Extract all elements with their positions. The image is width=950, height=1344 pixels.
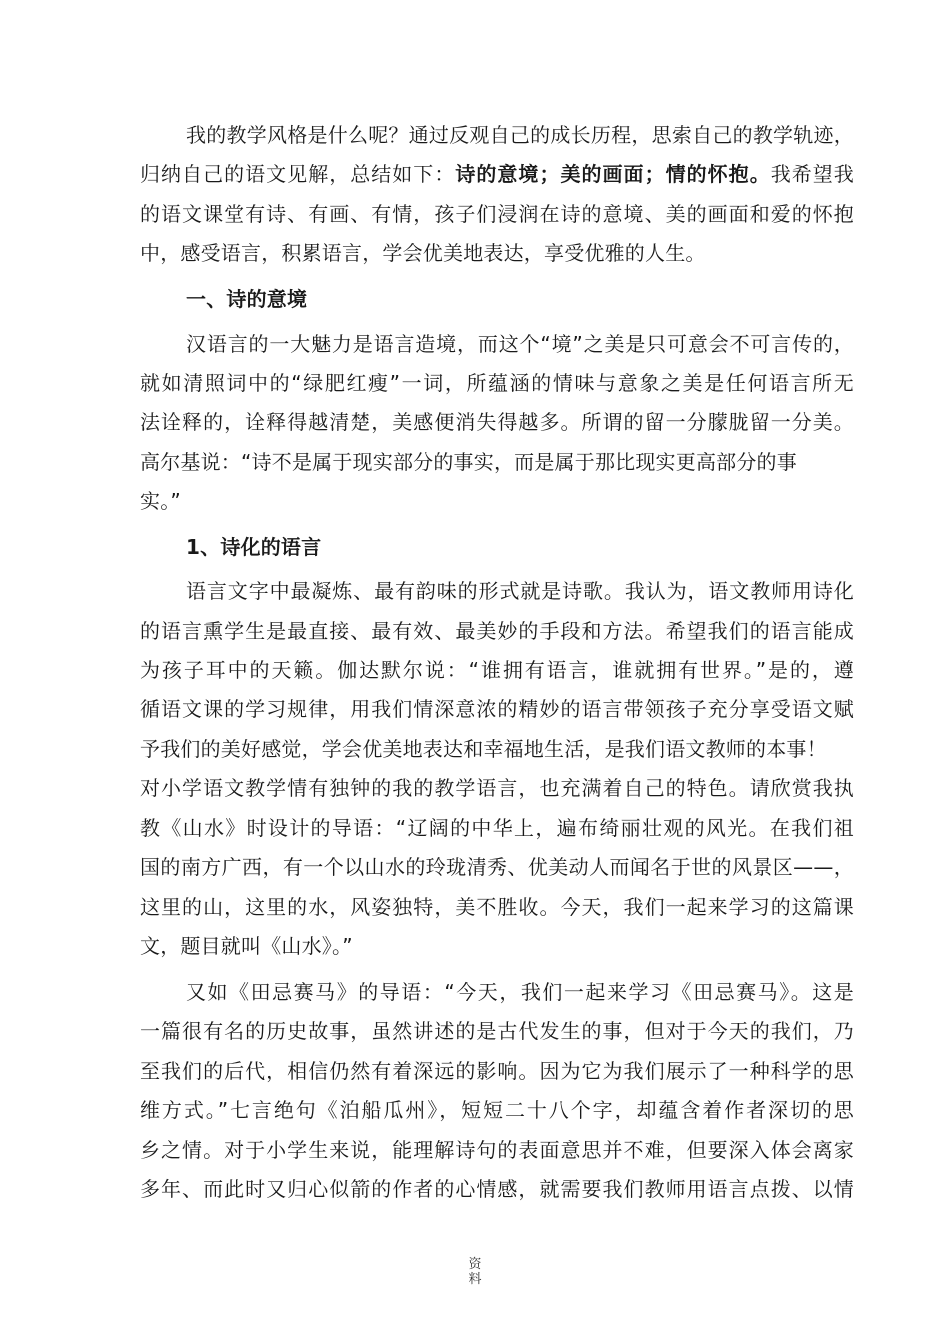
paragraph-3-line-7: 教《山水》时设计的导语：“辽阔的中华上，遍布绮丽壮观的风光。在我们祖 — [140, 816, 854, 840]
paragraph-2-line-4: 高尔基说：“诗不是属于现实部分的事实，而是属于那比现实更高部分的事 — [140, 450, 797, 474]
paragraph-3-line-1: 语言文字中最凝炼、最有韵味的形式就是诗歌。我认为，语文教师用诗化 — [186, 579, 854, 603]
paragraph-1-line-1: 我的教学风格是什么呢？通过反观自己的成长历程，思索自己的教学轨迹， — [186, 123, 854, 147]
paragraph-3-line-3: 为孩子耳中的天籁。伽达默尔说：“谁拥有语言，谁就拥有世界。”是的，遵 — [140, 658, 854, 682]
paragraph-3-line-10: 文，题目就叫《山水》。” — [140, 934, 353, 958]
paragraph-2-line-1: 汉语言的一大魅力是语言造境，而这个“境”之美是只可意会不可言传的， — [186, 332, 854, 356]
summary-point-picture: 美的画面； — [559, 162, 665, 186]
summary-point-poetry: 诗的意境； — [455, 162, 560, 186]
footer-char-2: 料 — [468, 1272, 482, 1287]
paragraph-4-line-2: 一篇很有名的历史故事，虽然讲述的是古代发生的事，但对于今天的我们，乃 — [140, 1019, 854, 1043]
paragraph-4-line-4: 维方式。”七言绝句《泊船瓜州》，短短二十八个字，却蕴含着作者深切的思 — [140, 1098, 854, 1122]
paragraph-4-line-1: 又如《田忌赛马》的导语：“今天，我们一起来学习《田忌赛马》。这是 — [186, 980, 854, 1004]
summary-tail-text: 我希望我 — [770, 162, 855, 186]
paragraph-2-line-3: 法诠释的，诠释得越清楚，美感便消失得越多。所谓的留一分朦胧留一分美。 — [140, 410, 854, 434]
subsection-heading-poetic-language: 1、诗化的语言 — [186, 535, 322, 559]
paragraph-1-line-4: 中，感受语言，积累语言，学会优美地表达，享受优雅的人生。 — [140, 241, 706, 265]
footer-char-1: 资 — [468, 1257, 482, 1272]
summary-intro-text: 归纳自己的语文见解，总结如下： — [140, 162, 456, 186]
paragraph-3-line-2: 的语言熏学生是最直接、最有效、最美妙的手段和方法。希望我们的语言能成 — [140, 619, 854, 643]
paragraph-3-line-6: 对小学语文教学情有独钟的我的教学语言，也充满着自己的特色。请欣赏我执 — [140, 776, 854, 800]
paragraph-2-line-2: 就如清照词中的“绿肥红瘦”一词，所蕴涵的情味与意象之美是任何语言所无 — [140, 371, 854, 395]
section-heading-poetic-mood: 一、诗的意境 — [186, 287, 308, 311]
paragraph-4-line-6: 多年、而此时又归心似箭的作者的心情感，就需要我们教师用语言点拨、以情 — [140, 1177, 854, 1201]
paragraph-2-line-5: 实。” — [140, 489, 181, 513]
paragraph-3-line-5: 予我们的美好感觉，学会优美地表达和幸福地生活，是我们语文教师的本事！ — [140, 737, 827, 761]
paragraph-4-line-5: 乡之情。对于小学生来说，能理解诗句的表面意思并不难，但要深入体会离家 — [140, 1138, 854, 1162]
paragraph-3-line-9: 这里的山，这里的水，风姿独特，美不胜收。今天，我们一起来学习的这篇课 — [140, 895, 854, 919]
paragraph-1-line-3: 的语文课堂有诗、有画、有情，孩子们浸润在诗的意境、美的画面和爱的怀抱 — [140, 202, 854, 226]
paragraph-4-line-3: 至我们的后代，相信仍然有着深远的影响。因为它为我们展示了一种科学的思 — [140, 1059, 854, 1083]
paragraph-3-line-4: 循语文课的学习规律，用我们情深意浓的精妙的语言带领孩子充分享受语文赋 — [140, 697, 854, 721]
paragraph-3-line-8: 国的南方广西，有一个以山水的玲珑清秀、优美动人而闻名于世的风景区——， — [140, 855, 854, 879]
summary-point-embrace: 情的怀抱。 — [664, 162, 771, 186]
paragraph-1-line-2 — [140, 157, 854, 191]
